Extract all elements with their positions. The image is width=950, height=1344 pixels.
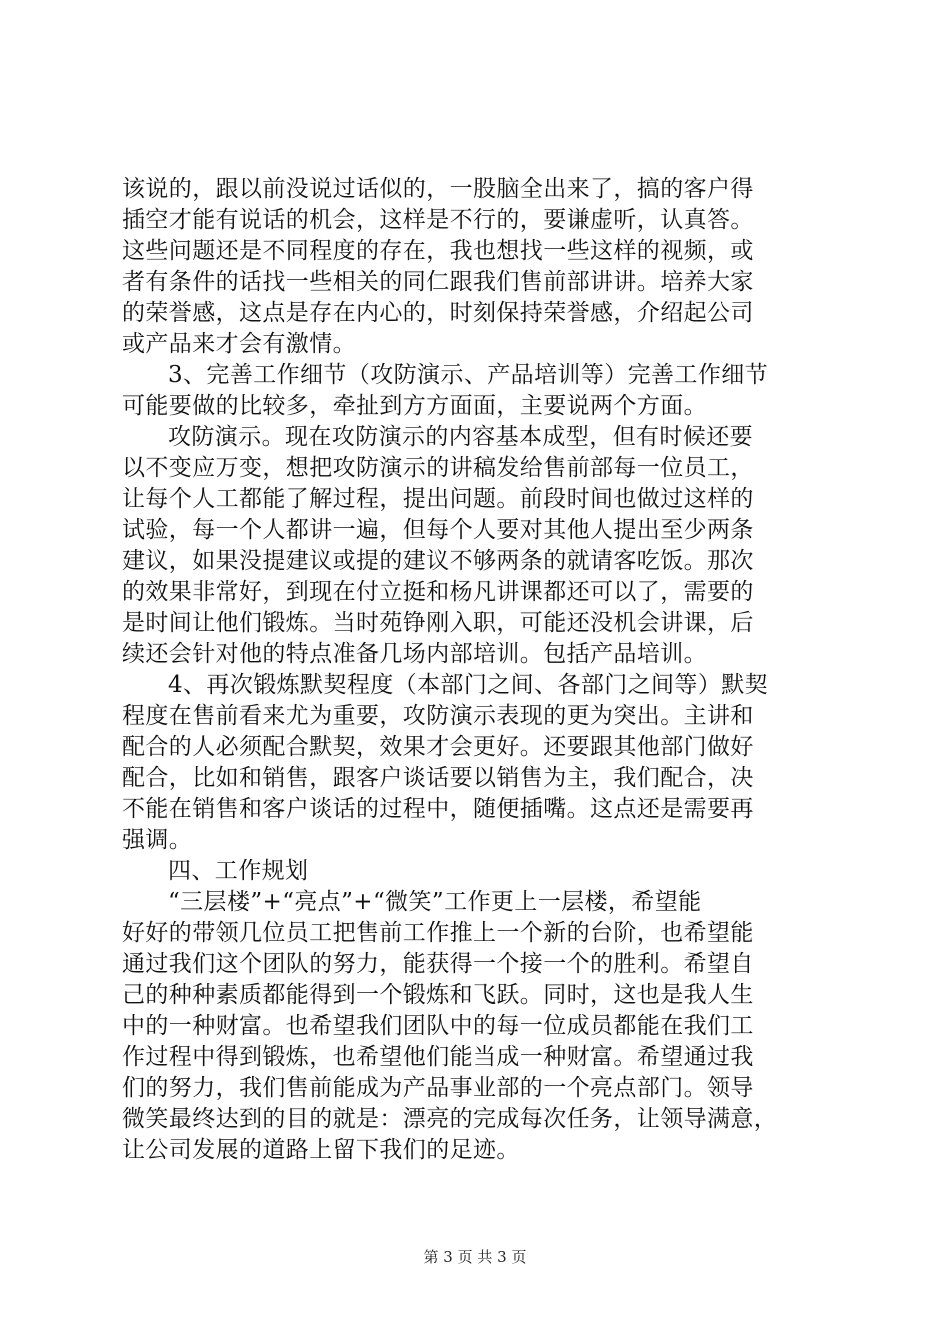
paragraph-start-line: 攻防演示。现在攻防演示的内容基本成型，但有时候还要 bbox=[168, 424, 753, 450]
text-line: 是时间让他们锻炼。当时苑铮刚入职，可能还没机会讲课，后 bbox=[122, 610, 754, 636]
text-line: 或产品来才会有激情。 bbox=[122, 331, 356, 357]
text-line: 让公司发展的道路上留下我们的足迹。 bbox=[122, 1137, 520, 1163]
text-line: 这些问题还是不同程度的存在，我也想找一些这样的视频，或 bbox=[122, 238, 754, 264]
text-line: 可能要做的比较多，牵扯到方方面面，主要说两个方面。 bbox=[122, 393, 707, 419]
text-line: 通过我们这个团队的努力，能获得一个接一个的胜利。希望自 bbox=[122, 951, 754, 977]
text-line: 中的一种财富。也希望我们团队中的每一位成员都能在我们工 bbox=[122, 1013, 754, 1039]
text-line: 以不变应万变，想把攻防演示的讲稿发给售前部每一位员工， bbox=[122, 455, 754, 481]
text-line: 们的努力，我们售前能成为产品事业部的一个亮点部门。领导 bbox=[122, 1075, 754, 1101]
text-line: 不能在销售和客户谈话的过程中，随便插嘴。这点还是需要再 bbox=[122, 796, 754, 822]
text-line: 者有条件的话找一些相关的同仁跟我们售前部讲讲。培养大家 bbox=[122, 269, 754, 295]
text-line: 试验，每一个人都讲一遍，但每个人要对其他人提出至少两条 bbox=[122, 517, 754, 543]
text-line: 续还会针对他的特点准备几场内部培训。包括产品培训。 bbox=[122, 641, 707, 667]
page-number-label: 第 3 页 共 3 页 bbox=[423, 1248, 527, 1266]
section-heading: 四、工作规划 bbox=[168, 858, 309, 884]
section-heading-line: 3、完善工作细节（攻防演示、产品培训等）完善工作细节 bbox=[168, 362, 769, 388]
text-line: 配合的人必须配合默契，效果才会更好。还要跟其他部门做好 bbox=[122, 734, 754, 760]
text-line: 的荣誉感，这点是存在内心的，时刻保持荣誉感，介绍起公司 bbox=[122, 300, 754, 326]
text-line: 作过程中得到锻炼，也希望他们能当成一种财富。希望通过我 bbox=[122, 1044, 754, 1070]
text-line: 建议，如果没提建议或提的建议不够两条的就请客吃饭。那次 bbox=[122, 548, 754, 574]
text-line: 微笑最终达到的目的就是：漂亮的完成每次任务，让领导满意， bbox=[122, 1106, 778, 1132]
section-heading-line: 4、再次锻炼默契程度（本部门之间、各部门之间等）默契 bbox=[168, 672, 769, 698]
text-line: 该说的，跟以前没说过话似的，一股脑全出来了，搞的客户得 bbox=[122, 176, 754, 202]
text-line: 己的种种素质都能得到一个锻炼和飞跃。同时，这也是我人生 bbox=[122, 982, 754, 1008]
text-line: 强调。 bbox=[122, 827, 193, 853]
document-body bbox=[122, 174, 832, 1166]
text-line: 程度在售前看来尤为重要，攻防演示表现的更为突出。主讲和 bbox=[122, 703, 754, 729]
paragraph-start-line: “三层楼”+“亮点”+“微笑”工作更上一层楼，希望能 bbox=[168, 889, 702, 915]
page-footer bbox=[0, 1247, 950, 1267]
text-line: 的效果非常好，到现在付立挺和杨凡讲课都还可以了，需要的 bbox=[122, 579, 754, 605]
text-line: 让每个人工都能了解过程，提出问题。前段时间也做过这样的 bbox=[122, 486, 754, 512]
text-line: 好好的带领几位员工把售前工作推上一个新的台阶，也希望能 bbox=[122, 920, 754, 946]
text-line: 配合，比如和销售，跟客户谈话要以销售为主，我们配合，决 bbox=[122, 765, 754, 791]
text-line: 插空才能有说话的机会，这样是不行的，要谦虚听，认真答。 bbox=[122, 207, 754, 233]
